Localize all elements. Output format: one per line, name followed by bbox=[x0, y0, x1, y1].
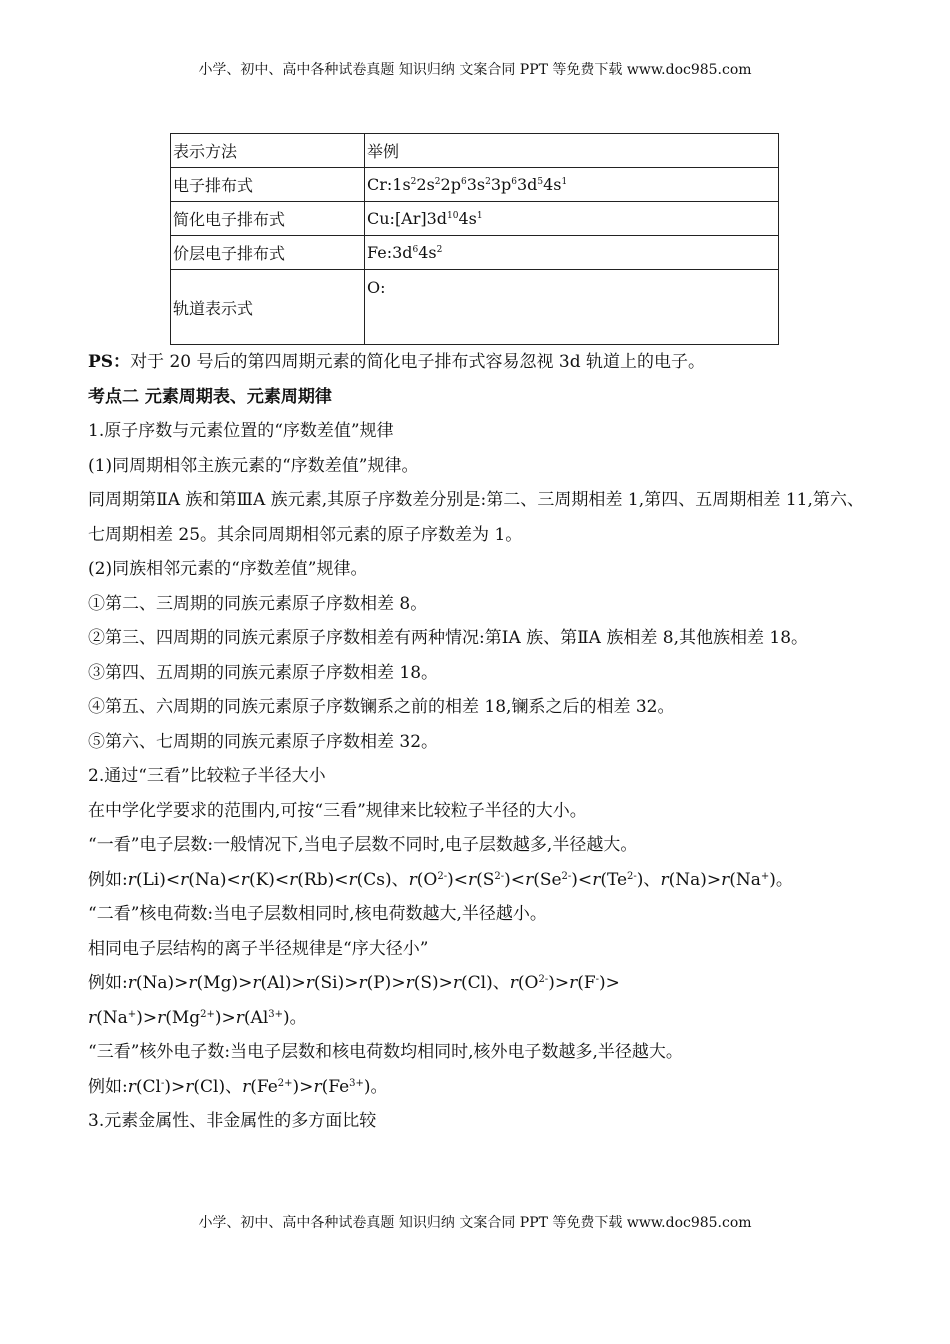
paragraph bbox=[88, 1001, 864, 1036]
superscript: 2 bbox=[410, 177, 417, 187]
table-header-row bbox=[171, 134, 779, 168]
italic-symbol: r bbox=[252, 973, 261, 993]
text-run: (Cl bbox=[135, 1076, 161, 1097]
italic-symbol: r bbox=[408, 869, 417, 890]
paragraph bbox=[88, 621, 864, 656]
paragraph bbox=[88, 863, 864, 898]
table-row bbox=[171, 168, 779, 202]
text-run: 4s bbox=[543, 175, 562, 194]
paragraph bbox=[88, 1035, 864, 1070]
example-cell bbox=[365, 270, 779, 345]
text-run: (Se bbox=[533, 869, 562, 890]
text-run: 3d bbox=[516, 175, 538, 194]
text-run: )> bbox=[164, 1076, 186, 1097]
paragraph bbox=[88, 1070, 864, 1105]
method-cell: 简化电子排布式 bbox=[171, 202, 365, 236]
electron-configuration-table bbox=[170, 133, 779, 345]
paragraph bbox=[88, 587, 864, 622]
text-run: (Al bbox=[243, 1007, 269, 1028]
text-run: (F bbox=[577, 973, 596, 993]
paragraph bbox=[88, 483, 864, 552]
text-run: Fe:3d bbox=[367, 243, 413, 262]
example-cell bbox=[365, 236, 779, 270]
paragraph bbox=[88, 380, 864, 415]
superscript: 2+ bbox=[200, 1008, 215, 1020]
text-run: (Cs)、 bbox=[356, 869, 409, 890]
superscript: 5 bbox=[537, 177, 544, 187]
example-cell bbox=[365, 202, 779, 236]
text-run: “三看”核外电子数:当电子层数和核电荷数均相同时,核外电子数越多,半径越大。 bbox=[88, 1042, 683, 1062]
table-header-cell: 举例 bbox=[365, 134, 779, 168]
superscript: 2- bbox=[494, 870, 505, 882]
text-run: )> bbox=[599, 973, 620, 993]
italic-symbol: r bbox=[525, 869, 534, 890]
superscript: 2 bbox=[434, 177, 441, 187]
italic-symbol: r bbox=[188, 973, 197, 993]
text-run: )< bbox=[504, 869, 526, 890]
paragraph bbox=[88, 1104, 864, 1139]
text-run: 4s bbox=[458, 209, 477, 228]
italic-symbol: r bbox=[592, 869, 601, 890]
superscript: 3+ bbox=[349, 1077, 364, 1089]
superscript: + bbox=[760, 870, 770, 882]
italic-symbol: r bbox=[358, 973, 367, 993]
text-run: 在中学化学要求的范围内,可按“三看”规律来比较粒子半径的大小。 bbox=[88, 800, 587, 821]
italic-symbol: r bbox=[313, 1076, 322, 1097]
text-run: (S bbox=[476, 869, 495, 890]
text-run: (S)> bbox=[413, 973, 453, 993]
italic-symbol: r bbox=[157, 1007, 166, 1028]
superscript: 6 bbox=[511, 177, 517, 187]
text-run: )> bbox=[548, 973, 570, 993]
table-row bbox=[171, 236, 779, 270]
italic-symbol: r bbox=[289, 869, 298, 890]
superscript: + bbox=[127, 1008, 137, 1020]
italic-symbol: r bbox=[468, 869, 477, 890]
document-body bbox=[88, 345, 864, 1139]
superscript: 2- bbox=[538, 974, 549, 985]
italic-symbol: r bbox=[305, 973, 314, 993]
superscript: 6 bbox=[412, 245, 419, 255]
paragraph bbox=[88, 345, 864, 380]
text-run: 2p bbox=[440, 175, 461, 194]
method-cell: 轨道表示式 bbox=[171, 270, 365, 345]
text-run: O: bbox=[367, 278, 386, 297]
italic-symbol: r bbox=[721, 869, 730, 890]
text-run: (Fe bbox=[321, 1076, 350, 1097]
superscript: 3+ bbox=[268, 1008, 284, 1020]
table-row bbox=[171, 270, 779, 345]
paragraph bbox=[88, 794, 864, 829]
text-run: )。 bbox=[363, 1076, 388, 1097]
text-run: ③第四、五周期的同族元素原子序数相差 18。 bbox=[88, 662, 439, 683]
text-run: (Fe bbox=[250, 1076, 278, 1097]
table-row bbox=[171, 202, 779, 236]
superscript: 1 bbox=[561, 177, 568, 187]
text-run: 2.通过“三看”比较粒子半径大小 bbox=[88, 766, 326, 786]
text-run: ⑤第六、七周期的同族元素原子序数相差 32。 bbox=[88, 731, 439, 752]
paragraph bbox=[88, 656, 864, 691]
text-run: )> bbox=[136, 1007, 158, 1028]
superscript: 10 bbox=[447, 211, 459, 221]
text-run: Cr:1s bbox=[367, 175, 411, 194]
text-run: 3s bbox=[466, 175, 486, 194]
text-run: (Cl)、 bbox=[193, 1076, 243, 1097]
paragraph bbox=[88, 966, 864, 1001]
paragraph bbox=[88, 759, 864, 794]
method-cell: 电子排布式 bbox=[171, 168, 365, 202]
text-run: )< bbox=[571, 869, 593, 890]
text-run: 对于 20 号后的第四周期元素的简化电子排布式容易忽视 3d 轨道上的电子。 bbox=[130, 352, 706, 372]
superscript: - bbox=[160, 1077, 165, 1089]
paragraph bbox=[88, 725, 864, 760]
text-run: (Na)< bbox=[188, 869, 241, 890]
italic-symbol: r bbox=[452, 973, 461, 993]
page-header: 小学、初中、高中各种试卷真题 知识归纳 文案合同 PPT 等免费下载 www.doc985.com bbox=[198, 62, 752, 78]
text-run: (1)同周期相邻主族元素的“序数差值”规律。 bbox=[88, 455, 419, 476]
text-run: 3.元素金属性、非金属性的多方面比较 bbox=[88, 1111, 377, 1131]
text-run: 例如: bbox=[88, 973, 128, 993]
text-run: )< bbox=[447, 869, 468, 890]
page-footer: 小学、初中、高中各种试卷真题 知识归纳 文案合同 PPT 等免费下载 www.doc985.com bbox=[198, 1215, 752, 1231]
text-run: )> bbox=[292, 1076, 314, 1097]
italic-symbol: r bbox=[405, 973, 414, 993]
italic-symbol: r bbox=[180, 869, 189, 890]
example-cell bbox=[365, 168, 779, 202]
superscript: 2- bbox=[561, 870, 572, 882]
text-run: “一看”电子层数:一般情况下,当电子层数不同时,电子层数越多,半径越大。 bbox=[88, 835, 638, 855]
italic-symbol: r bbox=[235, 1007, 244, 1028]
text-run: (Al)> bbox=[260, 973, 306, 993]
text-run: ④第五、六周期的同族元素原子序数镧系之前的相差 18,镧系之后的相差 32。 bbox=[88, 697, 675, 717]
text-run: (O bbox=[416, 869, 438, 890]
bold-text: 考点二 元素周期表、元素周期律 bbox=[88, 386, 332, 407]
italic-symbol: r bbox=[127, 869, 136, 890]
text-run: (Cl)、 bbox=[461, 973, 510, 993]
italic-symbol: r bbox=[348, 869, 357, 890]
text-run: (K)< bbox=[248, 869, 290, 890]
superscript: 2 bbox=[485, 177, 491, 187]
text-run: (O bbox=[517, 973, 539, 993]
italic-symbol: r bbox=[88, 1007, 97, 1028]
superscript: 2 bbox=[436, 245, 443, 255]
text-run: 同周期第ⅡA 族和第ⅢA 族元素,其原子序数差分别是:第二、三周期相差 1,第四、五周期相差 11,第六、七周期相差 25。其余同周期相邻元素的原子序数差为 1。 bbox=[88, 490, 864, 545]
paragraph bbox=[88, 828, 864, 863]
text-run: ①第二、三周期的同族元素原子序数相差 8。 bbox=[88, 593, 428, 614]
text-run: 1.原子序数与元素位置的“序数差值”规律 bbox=[88, 421, 394, 441]
text-run: (Na)> bbox=[135, 973, 189, 993]
superscript: 2+ bbox=[277, 1077, 293, 1089]
italic-symbol: r bbox=[242, 1076, 251, 1097]
italic-symbol: r bbox=[240, 869, 249, 890]
text-run: (Te bbox=[600, 869, 628, 890]
text-run: 4s bbox=[418, 243, 437, 262]
text-run: ②第三、四周期的同族元素原子序数相差有两种情况:第ⅠA 族、第ⅡA 族相差 8,其他族相差 18。 bbox=[88, 628, 809, 648]
paragraph bbox=[88, 690, 864, 725]
text-run: (Li)< bbox=[135, 869, 181, 890]
text-run: Cu:[Ar]3d bbox=[367, 209, 448, 228]
superscript: 6 bbox=[460, 177, 467, 187]
text-run: (Na)> bbox=[668, 869, 722, 890]
text-run: (Rb)< bbox=[297, 869, 349, 890]
text-run: (Na bbox=[96, 1007, 128, 1028]
table-header-cell: 表示方法 bbox=[171, 134, 365, 168]
paragraph bbox=[88, 897, 864, 932]
text-run: (Mg)> bbox=[196, 973, 253, 993]
paragraph bbox=[88, 449, 864, 484]
text-run: 相同电子层结构的离子半径规律是“序大径小” bbox=[88, 938, 429, 959]
text-run: 2s bbox=[416, 175, 435, 194]
method-cell: 价层电子排布式 bbox=[171, 236, 365, 270]
superscript: 2- bbox=[437, 870, 448, 882]
text-run: )。 bbox=[769, 869, 793, 890]
superscript: 2- bbox=[627, 870, 637, 882]
text-run: (Na bbox=[729, 869, 761, 890]
text-run: 例如: bbox=[88, 869, 128, 890]
text-run: 3p bbox=[490, 175, 512, 194]
italic-symbol: r bbox=[569, 973, 578, 993]
italic-symbol: r bbox=[185, 1076, 194, 1097]
paragraph bbox=[88, 552, 864, 587]
italic-symbol: r bbox=[509, 973, 518, 993]
text-run: (Mg bbox=[165, 1007, 201, 1028]
text-run: )。 bbox=[283, 1007, 307, 1028]
italic-symbol: r bbox=[127, 973, 136, 993]
text-run: “二看”核电荷数:当电子层数相同时,核电荷数越大,半径越小。 bbox=[88, 904, 547, 924]
text-run: 例如: bbox=[88, 1076, 128, 1097]
paragraph bbox=[88, 414, 864, 449]
text-run: )> bbox=[214, 1007, 236, 1028]
text-run: (Si)> bbox=[313, 973, 359, 993]
bold-text: PS： bbox=[88, 352, 131, 372]
text-run: (2)同族相邻元素的“序数差值”规律。 bbox=[88, 559, 368, 579]
superscript: 1 bbox=[476, 211, 483, 221]
text-run: )、 bbox=[636, 869, 661, 890]
italic-symbol: r bbox=[127, 1076, 136, 1097]
text-run: (P)> bbox=[366, 973, 406, 993]
italic-symbol: r bbox=[660, 869, 669, 890]
superscript: - bbox=[595, 974, 600, 985]
paragraph bbox=[88, 932, 864, 967]
